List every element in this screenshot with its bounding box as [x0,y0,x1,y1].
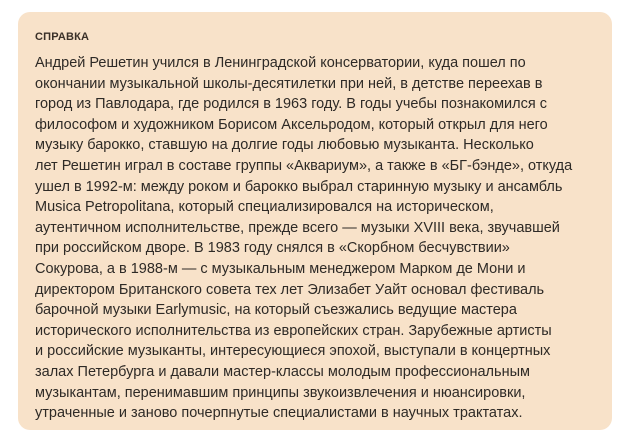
info-box-label: СПРАВКА [35,31,90,43]
info-box [18,12,612,430]
info-box-text: Андрей Решетин учился в Ленинградской консерватории, куда пошел по окончании музыкальной школы-десятилетки при ней, в детстве переехав в город из Павлодара, где родился в 1963 году. В годы учебы познакомился с философом и художником Борисом Аксельродом, который открыл для него музыку барокко, ставшую на долгие годы любовью музыканта. Несколько лет Решетин играл в составе группы «Аквариум», а также в «БГ-бэнде», откуда ушел в 1992-м: между роком и барокко выбрал старинную музыку и ансамбль Musica Petropolitana, который специализировался на историческом, аутентичном исполнительстве, прежде всего — музыки XVIII века, звучавшей при российском дворе. В 1983 году снялся в «Скорбном бесчувствии» Сокурова, а в 1988-м — с музыкальным менеджером Марком де Мони и директором Британского совета тех лет Элизабет Уайт основал фестиваль барочной музыки Earlymusic, на который съезжались ведущие мастера исторического исполнительства из европейских стран. Зарубежные артисты и российские музыканты, интересующиеся эпохой, выступали в концертных залах Петербурга и давали мастер-классы молодым профессиональным музыкантам, перенимавшим принципы звукоизвлечения и нюансировки, утраченные и заново почерпнутые специалистами в научных трактатах. [35,55,573,422]
